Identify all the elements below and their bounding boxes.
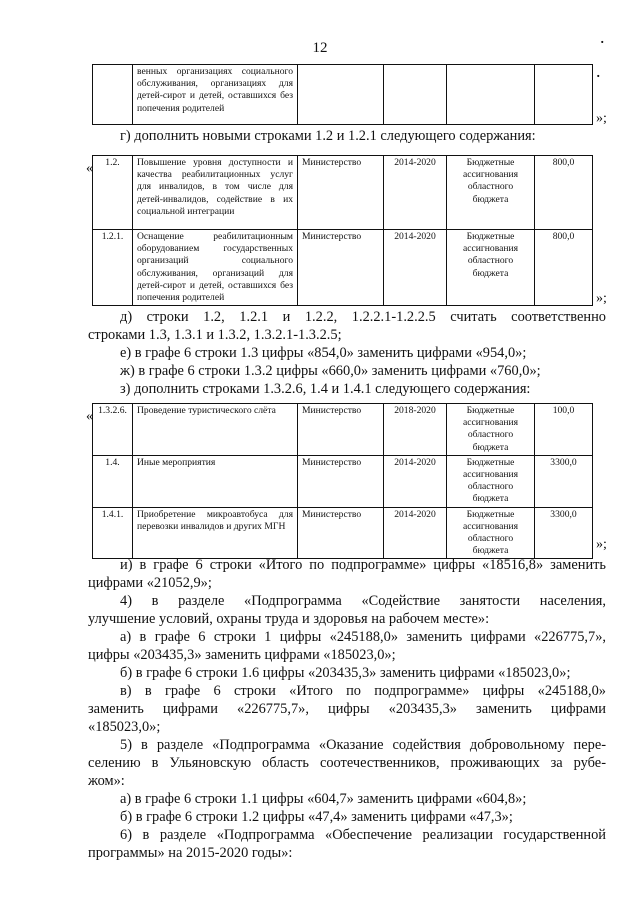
cell-num: 1.4. — [93, 455, 133, 507]
cell-amount: 100,0 — [535, 404, 593, 456]
paragraph-4-line1: 4) в разделе «Подпрограмма «Содействие занятости населения, — [120, 593, 606, 609]
margin-dot: . — [600, 27, 605, 47]
paragraph-d-line2: строками 1.3, 1.3.1 и 1.3.2, 1.3.2.1-1.3.2.5; — [88, 327, 342, 343]
paragraph-e: е) в графе 6 строки 1.3 цифры «854,0» заменить цифрами «954,0»; — [120, 345, 527, 361]
cell-name: Приобретение микроавтобуса для перевозки инвалидов и других МГН — [133, 507, 298, 559]
cell-name: венных организациях социального обслуживания, организациях для детей-сирот и детей, оставшихся без попечения родителей — [133, 65, 298, 125]
cell-name: Иные мероприятия — [133, 455, 298, 507]
cell-amount — [535, 65, 593, 125]
table-row — [93, 156, 593, 230]
cell-source: Бюджетные ассигнования областного бюджета — [447, 404, 535, 456]
table-row — [93, 455, 593, 507]
cell-name: Оснащение реабилитационным оборудованием государственных организаций социального обслуживания, организаций для детей-сирот и детей, оставшихся без попечения родителей — [133, 230, 298, 306]
table-row — [93, 65, 593, 125]
cell-source: Бюджетные ассигнования областного бюджета — [447, 507, 535, 559]
page-number: 12 — [312, 40, 328, 56]
paragraph-zh: ж) в графе 6 строки 1.3.2 цифры «660,0» заменить цифрами «760,0»; — [120, 363, 541, 379]
paragraph-5-line2: селению в Ульяновскую область соотечественников, проживающих за рубе- — [88, 755, 606, 771]
cell-amount: 3300,0 — [535, 507, 593, 559]
cell-amount: 800,0 — [535, 230, 593, 306]
table-continuation — [92, 64, 593, 125]
cell-org: Министерство — [298, 156, 384, 230]
cell-period: 2018-2020 — [384, 404, 447, 456]
margin-dot: . — [596, 61, 601, 81]
open-quote-mark: « — [86, 161, 93, 176]
cell-num: 1.2.1. — [93, 230, 133, 306]
cell-name: Повышение уровня доступности и качества реабилитационных услуг для инвалидов, в том числе для детей-инвалидов, содействие в их социальной интеграции — [133, 156, 298, 230]
cell-org: Министерство — [298, 404, 384, 456]
paragraph-4a-line2: цифры «203435,3» заменить цифрами «185023,0»; — [88, 647, 396, 663]
cell-period — [384, 65, 447, 125]
cell-period: 2014-2020 — [384, 455, 447, 507]
paragraph-d-line1: д) строки 1.2, 1.2.1 и 1.2.2, 1.2.2.1-1.2.2.5 считать соответственно — [120, 309, 606, 325]
paragraph-5b: б) в графе 6 строки 1.2 цифры «47,4» заменить цифрами «47,3»; — [120, 809, 513, 825]
cell-source — [447, 65, 535, 125]
paragraph-z: з) дополнить строками 1.3.2.6, 1.4 и 1.4.1 следующего содержания: — [120, 381, 531, 397]
cell-period: 2014-2020 — [384, 507, 447, 559]
close-quote-mark: »; — [596, 111, 607, 126]
table-row — [93, 404, 593, 456]
paragraph-i-line2: цифрами «21052,9»; — [88, 575, 212, 591]
cell-num: 1.2. — [93, 156, 133, 230]
cell-source: Бюджетные ассигнования областного бюджета — [447, 455, 535, 507]
cell-source: Бюджетные ассигнования областного бюджета — [447, 230, 535, 306]
paragraph-6-line1: 6) в разделе «Подпрограмма «Обеспечение реализации государственной — [120, 827, 606, 843]
paragraph-4v-line2: заменить цифрами «226775,7», цифры «203435,3» заменить цифрами — [88, 701, 606, 717]
cell-org: Министерство — [298, 455, 384, 507]
close-quote-mark: »; — [596, 291, 607, 306]
cell-name: Проведение туристического слёта — [133, 404, 298, 456]
cell-org — [298, 65, 384, 125]
cell-num: 1.3.2.6. — [93, 404, 133, 456]
cell-period: 2014-2020 — [384, 230, 447, 306]
cell-org: Министерство — [298, 507, 384, 559]
cell-source: Бюджетные ассигнования областного бюджета — [447, 156, 535, 230]
paragraph-4-line2: улучшение условий, охраны труда и здоровья на рабочем месте»: — [88, 611, 490, 627]
table-row — [93, 230, 593, 306]
cell-amount: 800,0 — [535, 156, 593, 230]
paragraph-i-line1: и) в графе 6 строки «Итого по подпрограмме» цифры «18516,8» заменить — [120, 557, 606, 573]
cell-num — [93, 65, 133, 125]
cell-period: 2014-2020 — [384, 156, 447, 230]
cell-num: 1.4.1. — [93, 507, 133, 559]
table-new-rows-1-3-2-6 — [92, 403, 593, 559]
open-quote-mark: « — [86, 409, 93, 424]
cell-org: Министерство — [298, 230, 384, 306]
close-quote-mark: »; — [596, 537, 607, 552]
cell-amount: 3300,0 — [535, 455, 593, 507]
paragraph-5-line1: 5) в разделе «Подпрограмма «Оказание содействия добровольному пере- — [120, 737, 606, 753]
paragraph-g: г) дополнить новыми строками 1.2 и 1.2.1 следующего содержания: — [120, 128, 536, 144]
paragraph-4b: б) в графе 6 строки 1.6 цифры «203435,3» заменить цифрами «185023,0»; — [120, 665, 571, 681]
paragraph-5-line3: жом»: — [88, 773, 125, 789]
paragraph-4a-line1: а) в графе 6 строки 1 цифры «245188,0» заменить цифрами «226775,7», — [120, 629, 606, 645]
paragraph-4v-line1: в) в графе 6 строки «Итого по подпрограмме» цифры «245188,0» — [120, 683, 606, 699]
table-row — [93, 507, 593, 559]
paragraph-4v-line3: «185023,0»; — [88, 719, 161, 735]
paragraph-6-line2: программы» на 2015-2020 годы»: — [88, 845, 293, 861]
paragraph-5a: а) в графе 6 строки 1.1 цифры «604,7» заменить цифрами «604,8»; — [120, 791, 527, 807]
table-new-rows-1-2 — [92, 155, 593, 306]
